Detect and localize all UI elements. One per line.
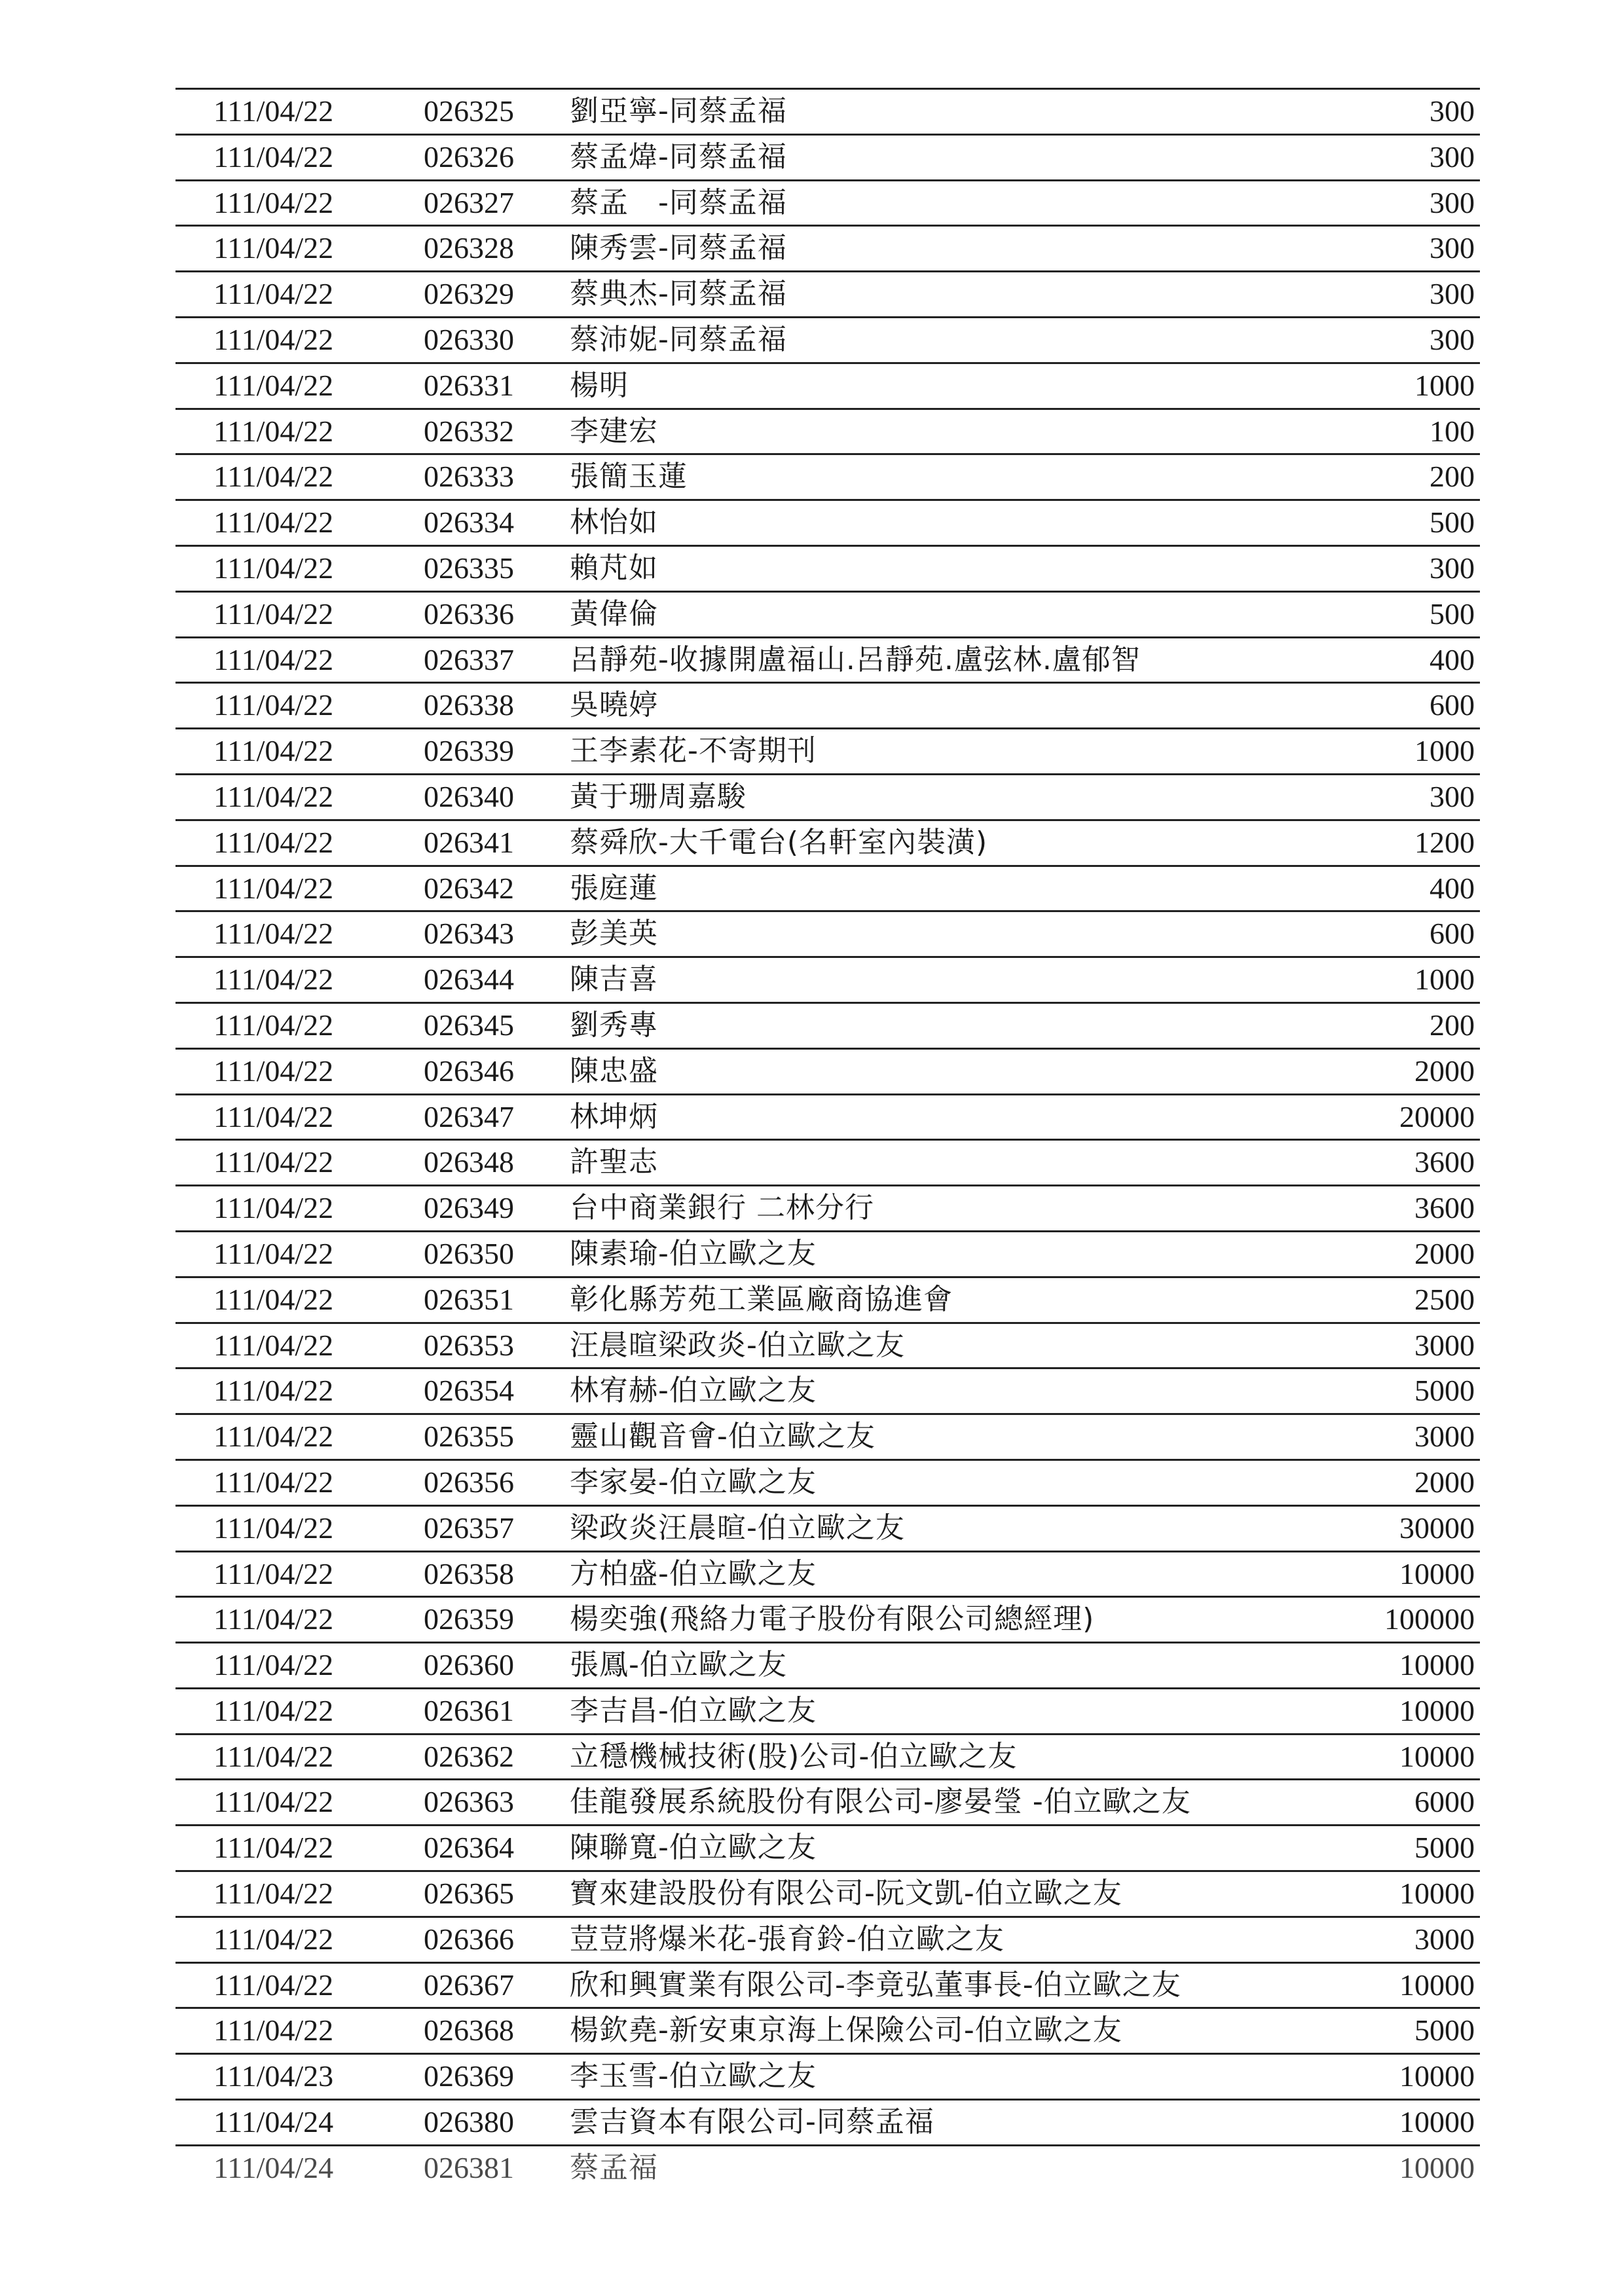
table-row — [175, 88, 1480, 134]
row-amount: 100000 — [1384, 1602, 1475, 1636]
row-date: 111/04/22 — [213, 414, 334, 448]
row-donor-name: 蔡沛妮-同蔡孟福 — [570, 322, 787, 356]
row-date: 111/04/22 — [213, 963, 334, 997]
row-date: 111/04/22 — [213, 1511, 334, 1545]
row-amount: 20000 — [1399, 1099, 1475, 1133]
row-date: 111/04/22 — [213, 1420, 334, 1454]
row-donor-name: 方柏盛-伯立歐之友 — [570, 1556, 817, 1590]
table-row — [175, 1687, 1480, 1733]
row-receipt-number: 026332 — [424, 414, 514, 448]
row-date: 111/04/22 — [213, 597, 334, 631]
row-date: 111/04/22 — [213, 642, 334, 676]
row-date: 111/04/22 — [213, 139, 334, 174]
row-amount: 600 — [1430, 917, 1475, 951]
table-row — [175, 545, 1480, 591]
row-date: 111/04/22 — [213, 1877, 334, 1911]
row-date: 111/04/22 — [213, 1465, 334, 1499]
table-row — [175, 499, 1480, 545]
row-amount: 300 — [1430, 139, 1475, 174]
table-row — [175, 727, 1480, 773]
row-receipt-number: 026348 — [424, 1145, 514, 1179]
row-amount: 300 — [1430, 322, 1475, 356]
row-date: 111/04/22 — [213, 460, 334, 494]
table-row — [175, 1916, 1480, 1962]
row-amount: 30000 — [1399, 1511, 1475, 1545]
table-row — [175, 956, 1480, 1002]
row-date: 111/04/22 — [213, 1785, 334, 1819]
row-receipt-number: 026380 — [424, 2105, 514, 2139]
table-row — [175, 1962, 1480, 2008]
row-donor-name: 許聖志 — [570, 1145, 658, 1179]
row-receipt-number: 026337 — [424, 642, 514, 676]
row-donor-name: 陳秀雲-同蔡孟福 — [570, 231, 787, 265]
row-date: 111/04/22 — [213, 505, 334, 540]
row-amount: 3600 — [1414, 1191, 1475, 1225]
row-date: 111/04/22 — [213, 1922, 334, 1956]
row-amount: 100 — [1430, 414, 1475, 448]
row-receipt-number: 026360 — [424, 1648, 514, 1682]
table-row — [175, 2099, 1480, 2144]
row-amount: 300 — [1430, 231, 1475, 265]
row-date: 111/04/22 — [213, 1648, 334, 1682]
table-row — [175, 1184, 1480, 1230]
row-amount: 300 — [1430, 551, 1475, 585]
row-donor-name: 蔡孟 -同蔡孟福 — [570, 185, 787, 219]
table-row — [175, 865, 1480, 911]
row-donor-name: 李吉昌-伯立歐之友 — [570, 1693, 817, 1727]
row-receipt-number: 026368 — [424, 2013, 514, 2047]
row-donor-name: 彭美英 — [570, 917, 658, 951]
row-amount: 400 — [1430, 642, 1475, 676]
row-receipt-number: 026367 — [424, 1968, 514, 2002]
row-amount: 400 — [1430, 871, 1475, 905]
row-receipt-number: 026353 — [424, 1328, 514, 1362]
row-donor-name: 楊明 — [570, 368, 629, 402]
row-amount: 10000 — [1399, 1556, 1475, 1590]
table-row — [175, 636, 1480, 682]
row-donor-name: 黃偉倫 — [570, 597, 658, 631]
row-date: 111/04/23 — [213, 2059, 334, 2093]
row-donor-name: 賴芃如 — [570, 551, 658, 585]
row-date: 111/04/22 — [213, 231, 334, 265]
row-donor-name: 台中商業銀行 二林分行 — [570, 1191, 874, 1225]
table-row — [175, 2053, 1480, 2099]
row-donor-name: 汪晨暄梁政炎-伯立歐之友 — [570, 1328, 905, 1362]
row-donor-name: 欣和興實業有限公司-李竟弘董事長-伯立歐之友 — [570, 1968, 1181, 2002]
row-donor-name: 佳龍發展系統股份有限公司-廖晏瑩 -伯立歐之友 — [570, 1785, 1191, 1819]
table-row — [175, 1642, 1480, 1687]
row-donor-name: 寶來建設股份有限公司-阮文凱-伯立歐之友 — [570, 1877, 1122, 1911]
row-amount: 200 — [1430, 1008, 1475, 1042]
table-row — [175, 1093, 1480, 1139]
row-date: 111/04/22 — [213, 1054, 334, 1088]
row-receipt-number: 026329 — [424, 277, 514, 311]
table-row — [175, 1505, 1480, 1551]
table-row — [175, 1413, 1480, 1459]
row-date: 111/04/22 — [213, 368, 334, 402]
table-row — [175, 1139, 1480, 1184]
row-amount: 1000 — [1414, 368, 1475, 402]
row-donor-name: 黃于珊周嘉駿 — [570, 779, 747, 813]
table-row — [175, 1002, 1480, 1048]
row-date: 111/04/22 — [213, 1602, 334, 1636]
row-amount: 10000 — [1399, 1877, 1475, 1911]
row-amount: 10000 — [1399, 2105, 1475, 2139]
row-donor-name: 彰化縣芳苑工業區廠商協進會 — [570, 1282, 953, 1316]
row-donor-name: 林坤炳 — [570, 1099, 658, 1133]
table-row — [175, 591, 1480, 636]
table-row — [175, 773, 1480, 819]
row-receipt-number: 026333 — [424, 460, 514, 494]
row-receipt-number: 026365 — [424, 1877, 514, 1911]
row-donor-name: 張簡玉蓮 — [570, 460, 688, 494]
row-amount: 600 — [1430, 688, 1475, 722]
row-amount: 5000 — [1414, 1831, 1475, 1865]
row-receipt-number: 026347 — [424, 1099, 514, 1133]
table-row — [175, 1551, 1480, 1596]
row-donor-name: 靈山觀音會-伯立歐之友 — [570, 1420, 876, 1454]
row-donor-name: 張庭蓮 — [570, 871, 658, 905]
row-donor-name: 蔡孟煒-同蔡孟福 — [570, 139, 787, 174]
row-donor-name: 梁政炎汪晨暄-伯立歐之友 — [570, 1511, 905, 1545]
row-receipt-number: 026361 — [424, 1693, 514, 1727]
row-amount: 2500 — [1414, 1282, 1475, 1316]
row-amount: 2000 — [1414, 1465, 1475, 1499]
table-row — [175, 1733, 1480, 1779]
row-date: 111/04/22 — [213, 1968, 334, 2002]
row-amount: 10000 — [1399, 2150, 1475, 2184]
row-receipt-number: 026349 — [424, 1191, 514, 1225]
row-receipt-number: 026358 — [424, 1556, 514, 1590]
row-date: 111/04/22 — [213, 1693, 334, 1727]
row-amount: 10000 — [1399, 1693, 1475, 1727]
table-row — [175, 682, 1480, 727]
row-date: 111/04/22 — [213, 1236, 334, 1270]
row-receipt-number: 026369 — [424, 2059, 514, 2093]
row-receipt-number: 026325 — [424, 94, 514, 128]
row-donor-name: 劉亞寧-同蔡孟福 — [570, 94, 787, 128]
row-receipt-number: 026356 — [424, 1465, 514, 1499]
row-amount: 10000 — [1399, 1648, 1475, 1682]
row-donor-name: 蔡孟福 — [570, 2150, 658, 2184]
row-donor-name: 李建宏 — [570, 414, 658, 448]
row-amount: 200 — [1430, 460, 1475, 494]
row-amount: 10000 — [1399, 1968, 1475, 2002]
row-receipt-number: 026359 — [424, 1602, 514, 1636]
table-row — [175, 1778, 1480, 1824]
row-amount: 6000 — [1414, 1785, 1475, 1819]
table-row — [175, 1459, 1480, 1505]
row-date: 111/04/22 — [213, 551, 334, 585]
row-date: 111/04/22 — [213, 277, 334, 311]
row-donor-name: 陳忠盛 — [570, 1054, 658, 1088]
table-row — [175, 1596, 1480, 1642]
row-amount: 2000 — [1414, 1236, 1475, 1270]
row-donor-name: 王李素花-不寄期刊 — [570, 734, 817, 768]
row-date: 111/04/22 — [213, 1145, 334, 1179]
row-amount: 5000 — [1414, 1374, 1475, 1408]
row-amount: 10000 — [1399, 2059, 1475, 2093]
row-donor-name: 蔡典杰-同蔡孟福 — [570, 277, 787, 311]
row-receipt-number: 026366 — [424, 1922, 514, 1956]
row-receipt-number: 026331 — [424, 368, 514, 402]
row-amount: 300 — [1430, 185, 1475, 219]
row-donor-name: 李玉雪-伯立歐之友 — [570, 2059, 817, 2093]
table-row — [175, 1322, 1480, 1368]
row-date: 111/04/22 — [213, 871, 334, 905]
table-row — [175, 408, 1480, 454]
row-receipt-number: 026354 — [424, 1374, 514, 1408]
row-receipt-number: 026343 — [424, 917, 514, 951]
row-donor-name: 李家晏-伯立歐之友 — [570, 1465, 817, 1499]
row-donor-name: 林怡如 — [570, 505, 658, 540]
row-receipt-number: 026336 — [424, 597, 514, 631]
row-receipt-number: 026327 — [424, 185, 514, 219]
row-date: 111/04/24 — [213, 2105, 334, 2139]
row-amount: 10000 — [1399, 1739, 1475, 1773]
row-date: 111/04/22 — [213, 322, 334, 356]
row-date: 111/04/22 — [213, 1328, 334, 1362]
table-row — [175, 225, 1480, 270]
row-receipt-number: 026350 — [424, 1236, 514, 1270]
row-receipt-number: 026351 — [424, 1282, 514, 1316]
table-row — [175, 2007, 1480, 2053]
row-date: 111/04/22 — [213, 1099, 334, 1133]
row-amount: 1000 — [1414, 963, 1475, 997]
row-donor-name: 劉秀專 — [570, 1008, 658, 1042]
row-donor-name: 張鳳-伯立歐之友 — [570, 1648, 787, 1682]
row-amount: 500 — [1430, 597, 1475, 631]
row-receipt-number: 026326 — [424, 139, 514, 174]
table-row — [175, 134, 1480, 179]
row-date: 111/04/22 — [213, 2013, 334, 2047]
row-donor-name: 立穩機械技術(股)公司-伯立歐之友 — [570, 1739, 1018, 1773]
row-receipt-number: 026339 — [424, 734, 514, 768]
row-date: 111/04/22 — [213, 917, 334, 951]
row-donor-name: 楊欽堯-新安東京海上保險公司-伯立歐之友 — [570, 2013, 1122, 2047]
row-date: 111/04/22 — [213, 1008, 334, 1042]
row-amount: 3000 — [1414, 1328, 1475, 1362]
table-row — [175, 179, 1480, 225]
table-row — [175, 270, 1480, 316]
row-donor-name: 陳吉喜 — [570, 963, 658, 997]
table-row — [175, 1276, 1480, 1322]
row-donor-name: 陳素瑜-伯立歐之友 — [570, 1236, 817, 1270]
row-amount: 3000 — [1414, 1420, 1475, 1454]
row-date: 111/04/22 — [213, 1191, 334, 1225]
row-date: 111/04/22 — [213, 1556, 334, 1590]
table-row — [175, 362, 1480, 408]
table-row — [175, 1048, 1480, 1093]
row-date: 111/04/22 — [213, 185, 334, 219]
row-date: 111/04/22 — [213, 1739, 334, 1773]
table-row — [175, 910, 1480, 956]
row-receipt-number: 026330 — [424, 322, 514, 356]
row-receipt-number: 026335 — [424, 551, 514, 585]
row-receipt-number: 026328 — [424, 231, 514, 265]
row-date: 111/04/22 — [213, 1374, 334, 1408]
row-date: 111/04/22 — [213, 1282, 334, 1316]
row-donor-name: 蔡舜欣-大千電台(名軒室內裝潢) — [570, 825, 988, 859]
row-date: 111/04/24 — [213, 2150, 334, 2184]
row-amount: 2000 — [1414, 1054, 1475, 1088]
row-date: 111/04/22 — [213, 825, 334, 859]
table-row — [175, 819, 1480, 865]
row-amount: 300 — [1430, 779, 1475, 813]
row-donor-name: 楊奕強(飛絡力電子股份有限公司總經理) — [570, 1602, 1095, 1636]
table-row — [175, 453, 1480, 499]
row-donor-name: 呂靜苑-收據開盧福山.呂靜苑.盧弦林.盧郁智 — [570, 642, 1141, 676]
row-receipt-number: 026363 — [424, 1785, 514, 1819]
row-receipt-number: 026345 — [424, 1008, 514, 1042]
row-amount: 5000 — [1414, 2013, 1475, 2047]
row-amount: 3000 — [1414, 1922, 1475, 1956]
row-amount: 1200 — [1414, 825, 1475, 859]
table-row — [175, 1367, 1480, 1413]
row-amount: 300 — [1430, 94, 1475, 128]
row-donor-name: 雲吉資本有限公司-同蔡孟福 — [570, 2105, 934, 2139]
row-receipt-number: 026355 — [424, 1420, 514, 1454]
table-row — [175, 2144, 1480, 2190]
row-receipt-number: 026342 — [424, 871, 514, 905]
row-receipt-number: 026344 — [424, 963, 514, 997]
row-donor-name: 吳曉婷 — [570, 688, 658, 722]
row-receipt-number: 026334 — [424, 505, 514, 540]
table-row — [175, 1230, 1480, 1276]
row-receipt-number: 026340 — [424, 779, 514, 813]
row-receipt-number: 026346 — [424, 1054, 514, 1088]
row-receipt-number: 026357 — [424, 1511, 514, 1545]
table-row — [175, 1870, 1480, 1916]
row-amount: 300 — [1430, 277, 1475, 311]
row-amount: 1000 — [1414, 734, 1475, 768]
row-date: 111/04/22 — [213, 1831, 334, 1865]
row-donor-name: 陳聯寬-伯立歐之友 — [570, 1831, 817, 1865]
row-receipt-number: 026341 — [424, 825, 514, 859]
row-receipt-number: 026338 — [424, 688, 514, 722]
table-row — [175, 316, 1480, 362]
row-receipt-number: 026362 — [424, 1739, 514, 1773]
row-receipt-number: 026381 — [424, 2150, 514, 2184]
donation-ledger-table — [175, 88, 1480, 2190]
row-date: 111/04/22 — [213, 688, 334, 722]
row-receipt-number: 026364 — [424, 1831, 514, 1865]
row-amount: 500 — [1430, 505, 1475, 540]
row-donor-name: 林宥赫-伯立歐之友 — [570, 1374, 817, 1408]
row-amount: 3600 — [1414, 1145, 1475, 1179]
row-donor-name: 荳荳將爆米花-張育鈴-伯立歐之友 — [570, 1922, 1005, 1956]
table-row — [175, 1824, 1480, 1870]
row-date: 111/04/22 — [213, 94, 334, 128]
row-date: 111/04/22 — [213, 779, 334, 813]
row-date: 111/04/22 — [213, 734, 334, 768]
